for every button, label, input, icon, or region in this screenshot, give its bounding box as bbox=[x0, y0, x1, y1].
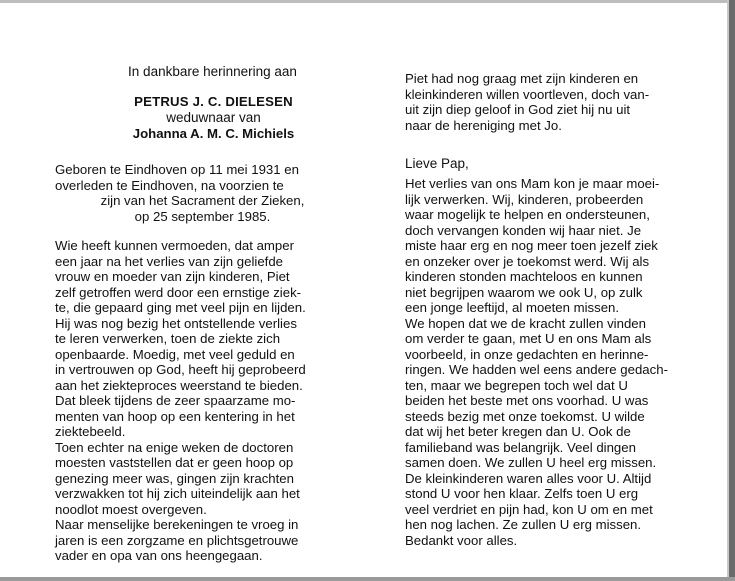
born-line: overleden te Eindhoven, na voorzien te bbox=[55, 177, 284, 193]
story-line: verzwakken tot hij zich uiteindelijk aan het bbox=[55, 486, 300, 501]
letter-line: kinderen stonden machteloos en kunnen bbox=[405, 269, 643, 284]
letter-line: ten, maar we begrepen toch wel dat U bbox=[405, 377, 628, 393]
letter-line: ringen. We hadden wel eens andere gedach- bbox=[405, 362, 668, 377]
letter-line: een jonge leeftijd, al moeten missen. bbox=[405, 300, 620, 315]
letter-line: waar mogelijk te helpen en ondersteunen, bbox=[405, 207, 650, 222]
story-line: noodlot moest overgeven. bbox=[55, 501, 207, 517]
letter-line: niet begrijpen waarom we ook U, op zulk bbox=[405, 284, 643, 300]
story-line: te, die gepaard ging met veel pijn en lijden. bbox=[55, 300, 306, 315]
letter-greeting: Lieve Pap, bbox=[405, 156, 469, 171]
story-paragraph bbox=[55, 238, 350, 564]
story-line: jaren is een zorgzame en plichtsgetrouwe bbox=[55, 532, 299, 548]
story-line: Hij was nog bezig het ontstellende verlies bbox=[55, 315, 297, 331]
left-column bbox=[55, 64, 350, 564]
story-line: vrouw en moeder van zijn kinderen, Piet bbox=[55, 269, 290, 284]
story-line: Dat bleek tijdens de zeer spaarzame mo- bbox=[55, 393, 296, 408]
story-line: moesten vaststellen dat er geen hoop op bbox=[55, 455, 294, 470]
letter-line: en onzeker over je toekomst werd. Wij als bbox=[405, 253, 650, 269]
hope-line: uit zijn diep geloof in God ziet hij nu uit bbox=[405, 102, 631, 117]
birth-death-paragraph bbox=[55, 162, 350, 224]
letter-line: doch vervangen konden wij haar niet. Je bbox=[405, 222, 642, 238]
story-line: Wie heeft kunnen vermoeden, dat amper bbox=[55, 238, 294, 253]
letter-line: beiden het beste met ons voorhad. U was bbox=[405, 393, 649, 408]
memorial-intro: In dankbare herinnering aan bbox=[128, 64, 297, 79]
letter-line: lijk verwerken. Wij, kinderen, probeerden bbox=[405, 191, 644, 207]
story-line: aan het ziekteproces weerstand te bieden. bbox=[55, 377, 303, 393]
letter-line: dat wij het beter kregen dan U. Ook de bbox=[405, 424, 631, 439]
story-line: Naar menselijke berekeningen te vroeg in bbox=[55, 517, 299, 532]
letter-line: miste haar erg en nog meer toen jezelf ziek bbox=[405, 238, 658, 253]
story-line: vader en opa van ons heengegaan. bbox=[55, 548, 263, 563]
letter-line: De kleinkinderen waren alles voor U. Altijd bbox=[405, 470, 652, 486]
letter-line: stond U voor hen klaar. Zelfs toen U erg bbox=[405, 486, 639, 501]
story-line: in vertrouwen op God, heeft hij geprobeerd bbox=[55, 362, 306, 377]
letter-line: Bedankt voor alles. bbox=[405, 532, 518, 548]
letter-line: hen nog lachen. Ze zullen U erg missen. bbox=[405, 517, 642, 532]
letter-line: voorbeeld, in onze gedachten en herinne- bbox=[405, 346, 649, 362]
right-column bbox=[405, 71, 695, 548]
hope-line: kleinkinderen willen voortleven, doch van- bbox=[405, 86, 650, 102]
born-line: op 25 september 1985. bbox=[134, 208, 271, 224]
story-line: een jaar na het verlies van zijn geliefde bbox=[55, 253, 283, 269]
letter-paragraph bbox=[405, 176, 695, 548]
hope-paragraph bbox=[405, 71, 695, 133]
deceased-name: PETRUS J. C. DIELESEN bbox=[134, 94, 293, 109]
scan-border-top bbox=[0, 0, 735, 3]
letter-line: om verder te gaan, met U en ons Mam als bbox=[405, 331, 652, 346]
story-line: openbaarde. Moedig, met veel geduld en bbox=[55, 346, 295, 362]
letter-line: Het verlies van ons Mam kon je maar moei- bbox=[405, 176, 660, 191]
hope-line: naar de hereniging met Jo. bbox=[405, 117, 562, 133]
widow-of-label: weduwnaar van bbox=[166, 110, 261, 125]
letter-line: familieband was belangrijk. Veel dingen bbox=[405, 439, 636, 455]
letter-line: steeds bezig met onze toekomst. U wilde bbox=[405, 408, 645, 424]
letter-line: veel verdriet en pijn had, kon U om en met bbox=[405, 501, 653, 517]
letter-line: We hopen dat we de kracht zullen vinden bbox=[405, 315, 646, 331]
story-line: ziektebeeld. bbox=[55, 424, 126, 439]
story-line: menten van hoop op een kentering in het bbox=[55, 408, 295, 424]
story-line: genezing meer was, gingen zijn krachten bbox=[55, 470, 294, 486]
hope-line: Piet had nog graag met zijn kinderen en bbox=[405, 71, 639, 86]
story-line: Toen echter na enige weken de doctoren bbox=[55, 439, 294, 455]
letter-line: samen doen. We zullen U heel erg missen. bbox=[405, 455, 657, 470]
scan-border-bottom bbox=[0, 577, 735, 581]
scan-border-right bbox=[729, 0, 735, 581]
born-line: Geboren te Eindhoven op 11 mei 1931 en bbox=[55, 162, 299, 177]
spouse-name: Johanna A. M. C. Michiels bbox=[132, 126, 295, 141]
story-line: zelf getroffen werd door een ernstige ziek- bbox=[55, 284, 302, 300]
born-line: zijn van het Sacrament der Zieken, bbox=[100, 193, 305, 208]
story-line: te leren verwerken, toen de ziekte zich bbox=[55, 331, 281, 346]
